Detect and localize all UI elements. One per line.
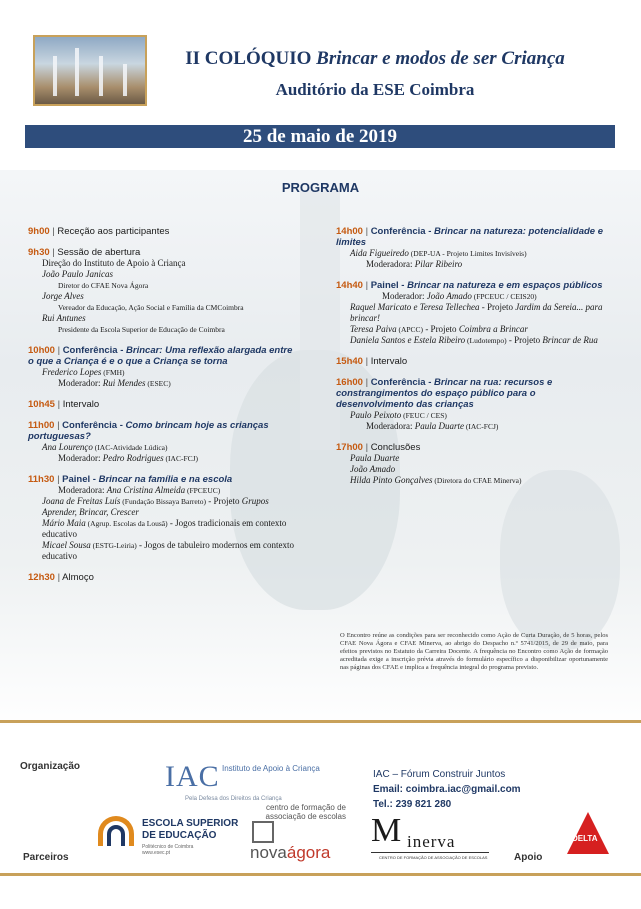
program-item: 12h30 | Almoço bbox=[28, 572, 94, 583]
iac-logo: IAC Instituto de Apoio à Criança Pela Defesa dos Direitos da Criança bbox=[165, 760, 320, 802]
program-item: 9h30 | Sessão de abertura Direção do Instituto de Apoio à Criança João Paulo Janicas Diretor do CFAE Nova Ágora Jorge Alves Vereador da Educação, Ação Social e Família da CMCoimbra Rui Antunes Presidente da Escola Superior de Educação de Coimbra bbox=[28, 247, 244, 334]
program-left-column bbox=[28, 226, 298, 593]
esec-arch-inner-icon bbox=[107, 825, 125, 846]
background-child-figure-right bbox=[500, 470, 620, 650]
program-right-column bbox=[336, 226, 614, 496]
program-item: 10h45 | Intervalo bbox=[28, 399, 100, 410]
fountain-jet bbox=[75, 48, 79, 96]
event-title: II COLÓQUIO Brincar e modos de ser Criança bbox=[185, 48, 565, 69]
fountain-jet bbox=[123, 64, 127, 96]
divider-top bbox=[0, 720, 641, 723]
programa-heading: PROGRAMA bbox=[281, 180, 360, 195]
program-item: 9h00 | Receção aos participantes bbox=[28, 226, 170, 237]
contact-phone: Tel.: 239 821 280 bbox=[373, 799, 452, 810]
nova-agora-square-icon bbox=[252, 821, 274, 843]
program-item: 14h00 | Conferência - Brincar na natureza: potencialidade e limites Aida Figueiredo (DEP-UA - Projeto Limites Invisíveis) Moderadora: Pilar Ribeiro bbox=[336, 226, 603, 269]
contact-email[interactable]: Email: coimbra.iac@gmail.com bbox=[373, 784, 521, 795]
program-item: 11h30 | Painel - Brincar na família e na escola Moderadora: Ana Cristina Almeida (FPCEUC) Joana de Freitas Luís (Fundação Bissaya Barreto) - Projeto Grupos Aprender, Brincar, Crescer Mário Maia (Agrup. Escolas da Lousã) - Jogos tradicionais em contexto educativo Micael Sousa (ESTG-Leiria) - Jogos de tabuleiro modernos em contexto educativo bbox=[28, 474, 294, 561]
fountain-jet bbox=[53, 56, 57, 96]
delta-logo: DELTA bbox=[567, 812, 609, 854]
event-venue: Auditório da ESE Coimbra bbox=[275, 80, 475, 99]
divider-bottom bbox=[0, 873, 641, 876]
program-item: 14h40 | Painel - Brincar na natureza e em espaços públicos Moderador: João Amado (FPCEUC / CEIS20) Raquel Maricato e Teresa Tellechea - Projeto Jardim da Sereia... para brincar! Teresa Paiva (APCC) - Projeto Coimbra a Brincar Daniela Santos e Estela Ribeiro (Ludotempo) - Projeto Brincar de Rua bbox=[336, 280, 603, 345]
minerva-logo: M inerva CENTRO DE FORMAÇÃO DE ASSOCIAÇÃO DE ESCOLAS bbox=[371, 812, 488, 860]
parceiros-label: Parceiros bbox=[23, 852, 69, 863]
program-item: 16h00 | Conferência - Brincar na rua: recursos e constrangimentos do espaço público para o desenvolvimento das crianças Paulo Peixoto (FEUC / CES) Moderadora: Paula Duarte (IAC-FCJ) bbox=[336, 377, 553, 431]
program-item: 11h00 | Conferência - Como brincam hoje as crianças portuguesas? Ana Lourenço (IAC-Atividade Lúdica) Moderador: Pedro Rodrigues (IAC-FCJ) bbox=[28, 420, 269, 463]
contact-info: IAC – Fórum Construir Juntos Email: coimbra.iac@gmail.com Tel.: 239 821 280 bbox=[373, 769, 521, 810]
event-date: 25 de maio de 2019 bbox=[25, 125, 615, 148]
fountain-jet bbox=[99, 56, 103, 96]
accreditation-note: O Encontro reúne as condições para ser reconhecido como Ação de Curta Duração, de 5 horas, pelos CFAE Nova Ágora e CFAE Minerva, ao abrigo do Despacho n.º 5741/2015, de 29 de maio, para efeitos previstos no Estatuto da Carreira Docente. A frequência no Encontro como Ação de formação acreditada exige a inscrição prévia através do formulário específico a disponibilizar oportunamente nas páginas dos CFAE e implica a frequência integral do programa previsto. bbox=[340, 632, 608, 671]
nova-agora-logo: centro de formação de associação de escolas novaágora bbox=[250, 803, 346, 862]
organizacao-label: Organização bbox=[20, 761, 81, 772]
header-photo bbox=[33, 35, 147, 106]
program-item: 10h00 | Conferência - Brincar: Uma reflexão alargada entre o que a Criança é e o que a Criança se torna Frederico Lopes (FMH) Moderador: Rui Mendes (ESEC) bbox=[28, 345, 293, 388]
program-item: 17h00 | Conclusões Paula Duarte João Amado Hilda Pinto Gonçalves (Diretora do CFAE Minerva) bbox=[336, 442, 522, 485]
background-water-jet bbox=[300, 190, 340, 450]
apoio-label: Apoio bbox=[514, 852, 543, 863]
esec-logo: ESCOLA SUPERIOR DE EDUCAÇÃO Politécnico de Coimbra www.esec.pt bbox=[98, 814, 218, 864]
program-item: 15h40 | Intervalo bbox=[336, 356, 408, 367]
